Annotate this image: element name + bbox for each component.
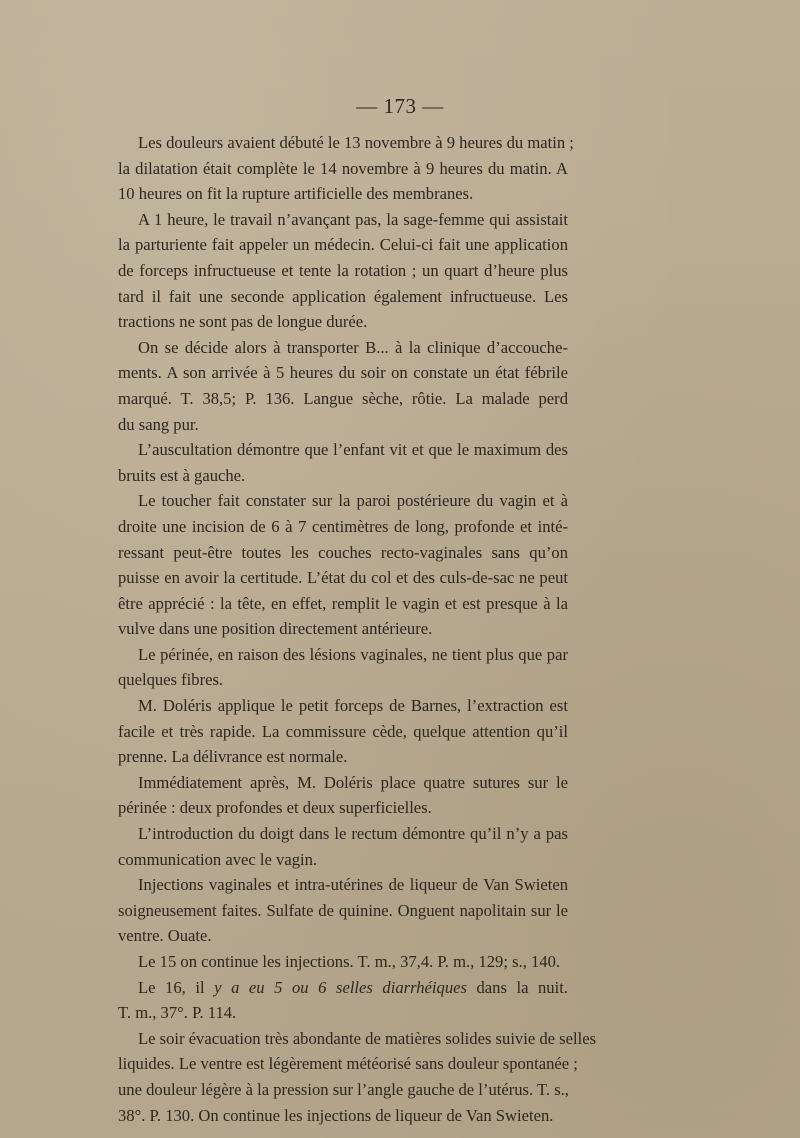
text-line: On se décide alors à transporter B... à la clinique d’accouche- (138, 337, 568, 357)
paragraph (118, 488, 568, 642)
text-line: prenne. La délivrance est normale. (118, 747, 348, 767)
text-line: une douleur légère à la pression sur l’angle gauche de l’utérus. T. s., (118, 1079, 569, 1099)
text-line: M. Doléris applique le petit forceps de Barnes, l’extraction est (138, 696, 568, 716)
text-line: soigneusement faites. Sulfate de quinine. Onguent napolitain sur le (118, 900, 568, 920)
text-line: périnée : deux profondes et deux superficielles. (118, 798, 432, 818)
text-line: facile et très rapide. La commissure cède, quelque attention qu’il (118, 721, 568, 741)
text-line: Injections vaginales et intra-utérines de liqueur de Van Swieten (138, 875, 568, 895)
paragraph (118, 693, 568, 770)
text-line: marqué. T. 38,5; P. 136. Langue sèche, rôtie. La malade perd (118, 388, 568, 408)
text-line: Les douleurs avaient débuté le 13 novembre à 9 heures du matin ; (138, 133, 574, 152)
text-line: 38°. P. 130. On continue les injections de liqueur de Van Swieten. (118, 1105, 554, 1125)
text-segment: dans la nuit. (466, 977, 568, 997)
text-line: L’auscultation démontre que l’enfant vit et que le maximum des (138, 440, 568, 460)
text-line: T. m., 37°. P. 114. (118, 1003, 237, 1023)
text-line: être apprécié : la tête, en effet, remplit le vagin et est presque à la (118, 593, 568, 613)
text-line: ments. A son arrivée à 5 heures du soir on constate un état fébrile (118, 363, 568, 383)
text-line: du sang pur. (118, 414, 199, 434)
text-line: Le soir évacuation très abondante de matières solides suivie de selles (138, 1028, 597, 1048)
paragraph (118, 335, 568, 437)
italic-text-segment: y a eu 5 ou 6 selles diarrhéiques (214, 977, 467, 997)
paragraph (118, 821, 568, 872)
text-line: tard il fait une seconde application également infructueuse. Les (118, 286, 568, 306)
text-line: tractions ne sont pas de longue durée. (118, 312, 368, 332)
text-line: la parturiente fait appeler un médecin. Celui-ci fait une application (118, 235, 568, 255)
paragraph (118, 642, 568, 693)
text-line: bruits est à gauche. (118, 465, 246, 485)
text-line: liquides. Le ventre est légèrement météorisé sans douleur spontanée ; (118, 1054, 578, 1074)
text-line: droite une incision de 6 à 7 centimètres de long, profonde et inté- (118, 516, 568, 536)
text-line: L’introduction du doigt dans le rectum démontre qu’il n’y a pas (138, 824, 568, 844)
text-line (118, 975, 568, 1001)
paragraph (118, 437, 568, 488)
text-line: ressant peut-être toutes les couches recto-vaginales sans qu’on (118, 542, 568, 562)
text-line: Le 15 on continue les injections. T. m., 37,4. P. m., 129; s., 140. (138, 952, 561, 971)
page-body (118, 130, 597, 1128)
paragraph (118, 207, 568, 335)
paragraph (118, 872, 568, 949)
text-line: A 1 heure, le travail n’avançant pas, la sage-femme qui assistait (138, 209, 568, 229)
text-line: quelques fibres. (118, 670, 224, 690)
text-line: Immédiatement après, M. Doléris place quatre sutures sur le (138, 772, 568, 792)
paragraph (118, 949, 568, 975)
text-segment: Le 16, il (138, 977, 215, 997)
paragraph (118, 130, 574, 207)
text-line: 10 heures on fit la rupture artificielle des membranes. (118, 184, 474, 204)
text-line: Le périnée, en raison des lésions vaginales, ne tient plus que par (138, 644, 568, 664)
text-line: Le toucher fait constater sur la paroi postérieure du vagin et à (138, 491, 568, 511)
text-line: puisse en avoir la certitude. L’état du col et des culs-de-sac ne peut (118, 568, 568, 588)
text-line: la dilatation était complète le 14 novembre à 9 heures du matin. A (118, 158, 568, 178)
text-line: de forceps infructueuse et tente la rotation ; un quart d’heure plus (118, 260, 568, 280)
text-line: vulve dans une position directement antérieure. (118, 619, 433, 639)
text-line: communication avec le vagin. (118, 849, 318, 869)
page-number: — 173 — (356, 94, 444, 118)
text-line: ventre. Ouate. (118, 926, 212, 946)
paragraph (118, 770, 568, 821)
paragraph (118, 1026, 597, 1128)
paragraph (118, 975, 568, 1026)
